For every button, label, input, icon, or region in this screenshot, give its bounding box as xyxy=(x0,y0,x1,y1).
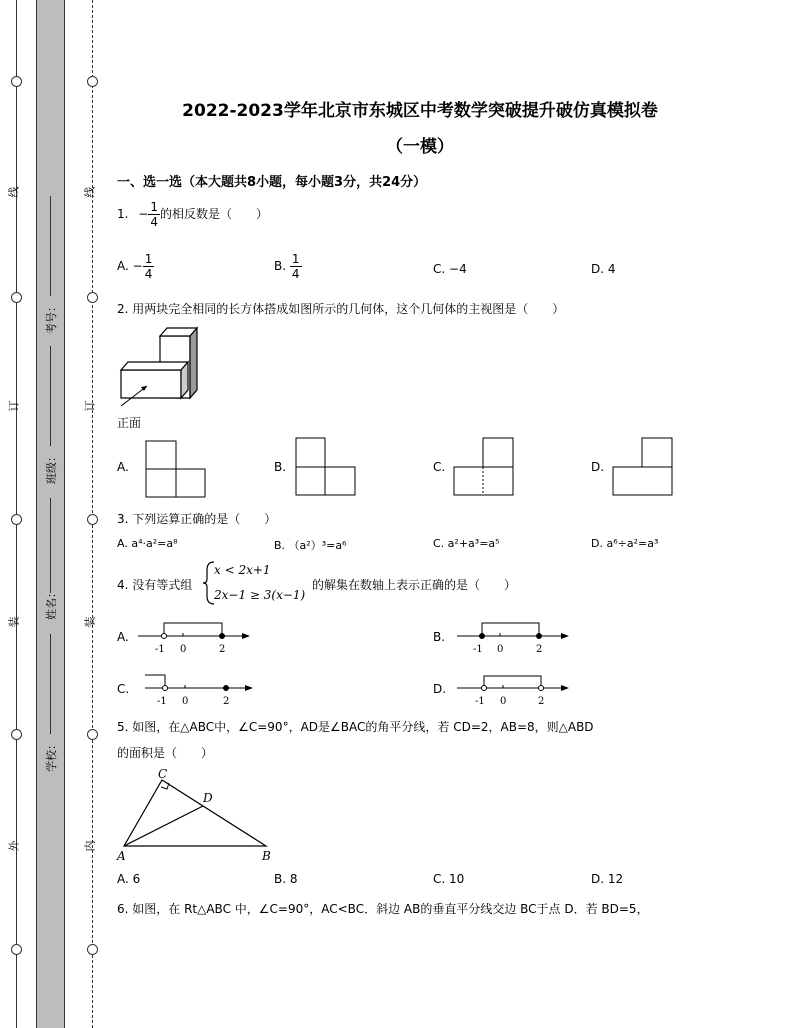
q2-option-a-label[interactable]: A. xyxy=(117,460,129,474)
binding-char-bind: 装 xyxy=(83,616,97,628)
section-heading: 一、选一选（本大题共8小题，每小题3分，共24分） xyxy=(117,175,427,190)
binding-hole xyxy=(87,514,98,525)
exam-number-label: 考号： xyxy=(45,301,58,334)
binding-hole xyxy=(87,944,98,955)
svg-text:2: 2 xyxy=(536,644,543,655)
svg-text:-1: -1 xyxy=(473,644,483,655)
svg-text:-1: -1 xyxy=(157,696,167,707)
q4-option-d-numberline[interactable] xyxy=(455,670,575,708)
svg-text:0: 0 xyxy=(180,644,187,655)
binding-hole xyxy=(87,729,98,740)
q3-option-d[interactable]: D. a⁶÷a²=a³ xyxy=(591,537,659,550)
binding-hole xyxy=(87,76,98,87)
q1-option-b[interactable]: B. $\frac{1}{4}$ xyxy=(274,252,300,281)
binding-char-order: 订 xyxy=(83,400,97,412)
binding-char-order: 订 xyxy=(7,400,21,412)
binding-char-line: 线 xyxy=(83,186,97,198)
name-label: 姓名： xyxy=(45,587,58,620)
front-view-label: 正面 xyxy=(117,416,142,430)
binding-char-inner: 内 xyxy=(83,840,97,852)
q3-option-b[interactable]: B. （a²）³=a⁶ xyxy=(274,539,347,552)
svg-text:0: 0 xyxy=(182,696,189,707)
name-field[interactable] xyxy=(50,498,51,593)
q4-option-d-label[interactable]: D. xyxy=(433,682,447,696)
q1-option-c[interactable]: C. −4 xyxy=(433,262,467,276)
question-4-suffix: 的解集在数轴上表示正确的是（ ） xyxy=(312,578,517,592)
q4-option-c-label[interactable]: C. xyxy=(117,682,130,696)
page-subtitle: （一模） xyxy=(386,137,454,157)
question-1: 1. − $\frac{1}{4}$ 的相反数是（ ） xyxy=(117,200,268,229)
question-3: 3. 下列运算正确的是（ ） xyxy=(117,512,277,526)
binding-hole xyxy=(11,292,22,303)
binding-hole xyxy=(11,514,22,525)
question-6: 6. 如图，在 Rt△ABC 中，∠C=90°，AC<BC．斜边 AB的垂直平分线交边 BC于点 D．若 BD=5， xyxy=(117,902,649,916)
binding-char-outer: 外 xyxy=(7,840,21,852)
q5-option-b[interactable]: B. 8 xyxy=(274,872,298,886)
question-4-prefix: 4. 没有等式组 xyxy=(117,578,193,592)
q4-option-b-label[interactable]: B. xyxy=(433,630,446,644)
q1-option-d[interactable]: D. 4 xyxy=(591,262,616,276)
q5-option-c[interactable]: C. 10 xyxy=(433,872,465,886)
q2-option-a-figure[interactable] xyxy=(145,440,207,500)
svg-text:0: 0 xyxy=(497,644,504,655)
strip-left-edge xyxy=(36,0,37,1028)
page-title: 2022-2023学年北京市东城区中考数学突破提升破仿真模拟卷 xyxy=(182,101,658,121)
q2-option-c-figure[interactable] xyxy=(453,437,515,497)
q4-option-b-numberline[interactable] xyxy=(455,618,575,656)
binding-hole xyxy=(11,944,22,955)
q2-option-d-label[interactable]: D. xyxy=(591,460,605,474)
q4-option-c-numberline[interactable] xyxy=(143,670,263,708)
q2-solid-figure xyxy=(115,322,225,408)
svg-text:A: A xyxy=(117,849,126,863)
q3-option-a[interactable]: A. a⁴·a²=a⁸ xyxy=(117,537,178,550)
question-2: 2. 用两块完全相同的长方体搭成如图所示的几何体，这个几何体的主视图是（ ） xyxy=(117,302,565,316)
q2-option-b-label[interactable]: B. xyxy=(274,460,287,474)
svg-text:2: 2 xyxy=(538,696,545,707)
q1-option-a[interactable]: A. − $\frac{1}{4}$ xyxy=(117,252,153,281)
question-5-line1: 5. 如图，在△ABC中，∠C=90°，AD是∠BAC的角平分线，若 CD=2，AB=8，则△ABD xyxy=(117,720,594,734)
school-label: 学校： xyxy=(45,739,58,772)
q4-inequality-1: x < 2x+1 xyxy=(214,563,271,577)
svg-text:2: 2 xyxy=(219,644,226,655)
q5-option-a[interactable]: A. 6 xyxy=(117,872,141,886)
svg-text:-1: -1 xyxy=(475,696,485,707)
svg-text:0: 0 xyxy=(500,696,507,707)
q3-option-c[interactable]: C. a²+a³=a⁵ xyxy=(433,537,500,550)
class-label: 班级： xyxy=(45,451,58,484)
class-field[interactable] xyxy=(50,346,51,446)
q5-triangle-figure xyxy=(114,766,284,864)
q4-option-a-label[interactable]: A. xyxy=(117,630,129,644)
binding-hole xyxy=(87,292,98,303)
strip-right-edge xyxy=(64,0,65,1028)
q2-option-c-label[interactable]: C. xyxy=(433,460,446,474)
q4-inequality-2: 2x−1 ≥ 3(x−1) xyxy=(214,588,306,602)
q5-option-d[interactable]: D. 12 xyxy=(591,872,624,886)
svg-text:2: 2 xyxy=(223,696,230,707)
school-field[interactable] xyxy=(50,634,51,734)
binding-char-bind: 装 xyxy=(7,616,21,628)
question-5-line2: 的面积是（ ） xyxy=(117,746,214,760)
binding-hole xyxy=(11,729,22,740)
svg-text:D: D xyxy=(203,791,213,805)
svg-text:B: B xyxy=(262,849,271,863)
svg-text:-1: -1 xyxy=(155,644,165,655)
q2-option-b-figure[interactable] xyxy=(295,437,357,497)
svg-text:C: C xyxy=(158,767,168,781)
q4-option-a-numberline[interactable] xyxy=(136,618,256,656)
q2-option-d-figure[interactable] xyxy=(612,437,674,497)
exam-number-field[interactable] xyxy=(50,196,51,296)
binding-hole xyxy=(11,76,22,87)
binding-char-line: 线 xyxy=(7,186,21,198)
